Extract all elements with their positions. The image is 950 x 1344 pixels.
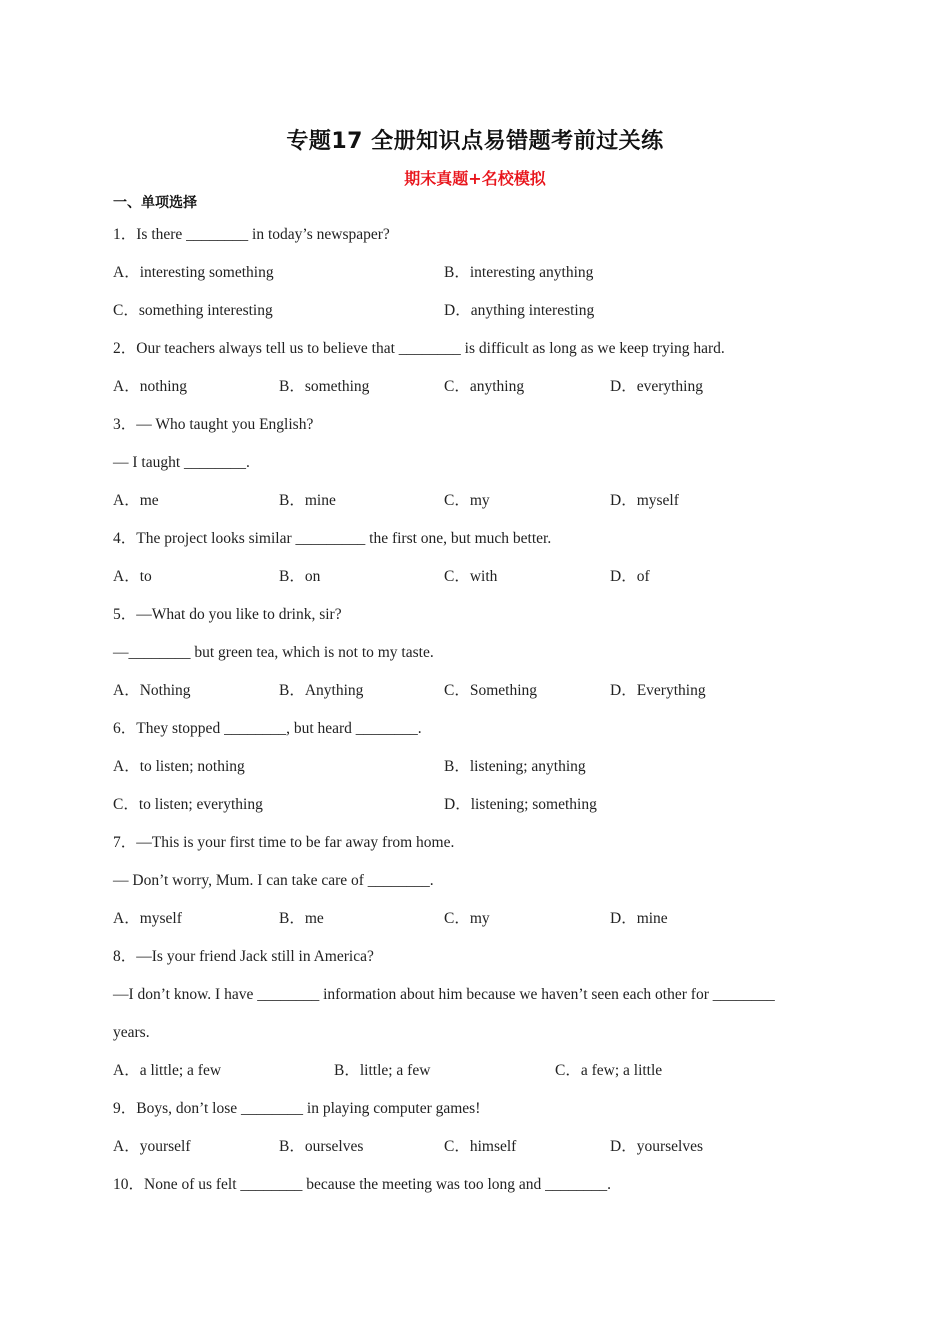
question-3-option-c[interactable]: C．my: [444, 492, 490, 509]
question-5-reply: —________ but green tea, which is not to my taste.: [113, 644, 434, 661]
page-title: 专题17 全册知识点易错题考前过关练: [286, 129, 664, 154]
page-subtitle: 期末真题+名校模拟: [404, 169, 546, 188]
question-9-option-a[interactable]: A．yourself: [113, 1138, 191, 1155]
question-7-stem: 7．—This is your first time to be far away from home.: [113, 834, 455, 851]
question-1-stem: 1．Is there ________ in today’s newspaper?: [113, 226, 390, 243]
question-6-option-a[interactable]: A．to listen; nothing: [113, 758, 245, 775]
question-4-option-d[interactable]: D．of: [610, 568, 650, 585]
question-1-option-b[interactable]: B．interesting anything: [444, 264, 594, 281]
question-5-option-b[interactable]: B．Anything: [279, 682, 364, 699]
question-2-option-b[interactable]: B．something: [279, 378, 370, 395]
question-8-option-a[interactable]: A．a little; a few: [113, 1062, 222, 1079]
question-2-stem: 2．Our teachers always tell us to believe that ________ is difficult as long as we keep trying hard.: [113, 340, 725, 357]
question-2-option-a[interactable]: A．nothing: [113, 378, 188, 395]
question-3-option-a[interactable]: A．me: [113, 492, 159, 509]
question-3-option-b[interactable]: B．mine: [279, 492, 336, 509]
question-2-option-d[interactable]: D．everything: [610, 378, 703, 395]
question-7-option-c[interactable]: C．my: [444, 910, 490, 927]
question-4-option-c[interactable]: C．with: [444, 568, 498, 585]
question-9-stem: 9．Boys, don’t lose ________ in playing computer games!: [113, 1100, 481, 1117]
question-5-option-c[interactable]: C．Something: [444, 682, 538, 699]
question-2-option-c[interactable]: C．anything: [444, 378, 525, 395]
question-8-reply-continued: years.: [113, 1024, 150, 1041]
question-1-option-d[interactable]: D．anything interesting: [444, 302, 595, 319]
question-3-stem: 3．— Who taught you English?: [113, 416, 314, 433]
question-9-option-d[interactable]: D．yourselves: [610, 1138, 703, 1155]
question-5-option-d[interactable]: D．Everything: [610, 682, 706, 699]
question-7-option-b[interactable]: B．me: [279, 910, 324, 927]
question-6-stem: 6．They stopped ________, but heard ________.: [113, 720, 422, 737]
question-6-option-c[interactable]: C．to listen; everything: [113, 796, 263, 813]
question-9-option-b[interactable]: B．ourselves: [279, 1138, 364, 1155]
question-7-reply: — Don’t worry, Mum. I can take care of ________.: [113, 872, 434, 889]
question-1-option-c[interactable]: C．something interesting: [113, 302, 273, 319]
question-7-option-d[interactable]: D．mine: [610, 910, 668, 927]
question-8-stem: 8．—Is your friend Jack still in America?: [113, 948, 374, 965]
question-8-option-c[interactable]: C．a few; a little: [555, 1062, 663, 1079]
question-5-option-a[interactable]: A．Nothing: [113, 682, 191, 699]
section-heading: 一、单项选择: [113, 195, 197, 211]
question-3-option-d[interactable]: D．myself: [610, 492, 679, 509]
question-4-stem: 4．The project looks similar _________ the first one, but much better.: [113, 530, 552, 547]
question-10-stem: 10．None of us felt ________ because the meeting was too long and ________.: [113, 1176, 612, 1193]
question-7-option-a[interactable]: A．myself: [113, 910, 182, 927]
question-8-reply: —I don’t know. I have ________ information about him because we haven’t seen each other for ________: [113, 986, 775, 1003]
question-8-option-b[interactable]: B．little; a few: [334, 1062, 431, 1079]
question-4-option-a[interactable]: A．to: [113, 568, 152, 585]
question-5-stem: 5．—What do you like to drink, sir?: [113, 606, 342, 623]
question-4-option-b[interactable]: B．on: [279, 568, 321, 585]
question-9-option-c[interactable]: C．himself: [444, 1138, 517, 1155]
question-6-option-d[interactable]: D．listening; something: [444, 796, 597, 813]
question-6-option-b[interactable]: B．listening; anything: [444, 758, 586, 775]
question-1-option-a[interactable]: A．interesting something: [113, 264, 274, 281]
question-3-reply: — I taught ________.: [113, 454, 250, 471]
